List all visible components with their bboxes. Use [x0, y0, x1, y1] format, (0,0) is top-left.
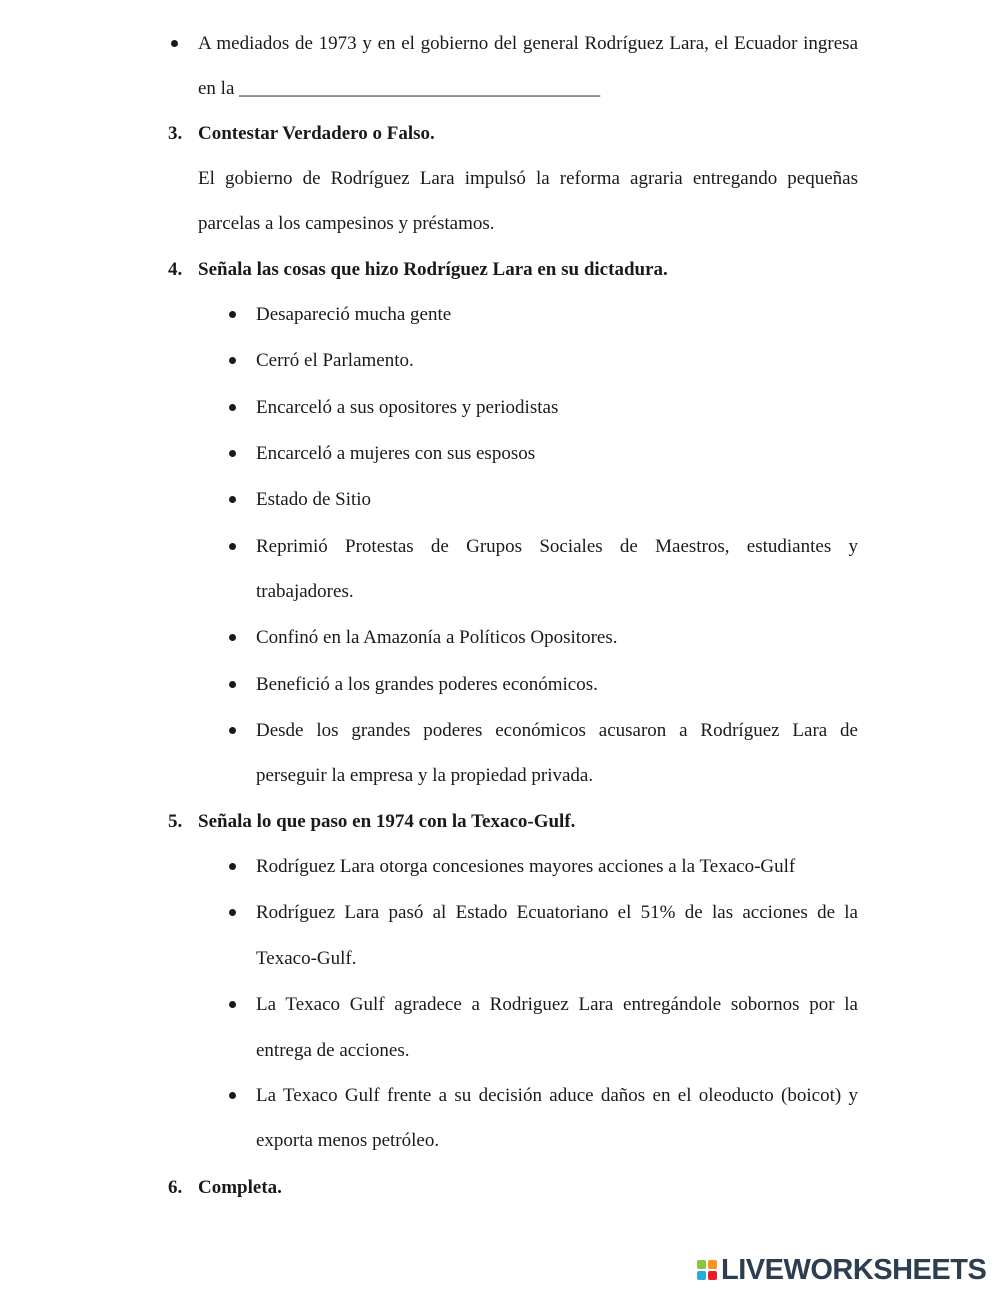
- q3-number: 3.: [168, 123, 183, 144]
- q5-option[interactable]: La Texaco Gulf agradece a Rodriguez Lara entregándole sobornos por la: [256, 994, 858, 1015]
- bullet-icon: [229, 496, 236, 503]
- q6-number: 6.: [168, 1177, 183, 1198]
- bullet-icon: [229, 727, 236, 734]
- q3-title: Contestar Verdadero o Falso.: [198, 123, 435, 144]
- q4-number: 4.: [168, 259, 183, 280]
- q4-option[interactable]: Encarceló a sus opositores y periodistas: [256, 397, 559, 418]
- q5-number: 5.: [168, 811, 183, 832]
- bullet-icon: [229, 357, 236, 364]
- bullet-icon: [229, 404, 236, 411]
- bullet-icon: [229, 681, 236, 688]
- q6-title: Completa.: [198, 1177, 282, 1198]
- q5-option-continued[interactable]: exporta menos petróleo.: [256, 1130, 440, 1151]
- q5-option[interactable]: Rodríguez Lara pasó al Estado Ecuatoriano el 51% de las acciones de la: [256, 902, 858, 923]
- q4-title: Señala las cosas que hizo Rodríguez Lara en su dictadura.: [198, 259, 668, 280]
- q5-option[interactable]: La Texaco Gulf frente a su decisión aduce daños en el oleoducto (boicot) y: [256, 1085, 858, 1106]
- intro-line-1: A mediados de 1973 y en el gobierno del general Rodríguez Lara, el Ecuador ingresa: [198, 33, 858, 54]
- q3-statement-line-1: El gobierno de Rodríguez Lara impulsó la reforma agraria entregando pequeñas: [198, 168, 858, 189]
- bullet-icon: [229, 1001, 236, 1008]
- intro-fill-blank[interactable]: en la ______________________________________: [198, 78, 601, 99]
- bullet-icon: [171, 40, 178, 47]
- q4-option[interactable]: Benefició a los grandes poderes económicos.: [256, 674, 598, 695]
- bullet-icon: [229, 1092, 236, 1099]
- q4-option-continued[interactable]: trabajadores.: [256, 581, 354, 602]
- q4-option[interactable]: Desapareció mucha gente: [256, 304, 452, 325]
- bullet-icon: [229, 863, 236, 870]
- bullet-icon: [229, 311, 236, 318]
- q3-statement-line-2: parcelas a los campesinos y préstamos.: [198, 213, 495, 234]
- bullet-icon: [229, 543, 236, 550]
- q4-option[interactable]: Confinó en la Amazonía a Políticos Opositores.: [256, 627, 618, 648]
- liveworksheets-logo-text: LIVEWORKSHEETS: [721, 1253, 987, 1286]
- q4-option[interactable]: Cerró el Parlamento.: [256, 350, 414, 371]
- q4-option[interactable]: Encarceló a mujeres con sus esposos: [256, 443, 536, 464]
- bullet-icon: [229, 450, 236, 457]
- bullet-icon: [229, 909, 236, 916]
- q5-option-continued[interactable]: entrega de acciones.: [256, 1040, 410, 1061]
- bullet-icon: [229, 634, 236, 641]
- q5-option[interactable]: Rodríguez Lara otorga concesiones mayores acciones a la Texaco-Gulf: [256, 856, 796, 877]
- q4-option-continued[interactable]: perseguir la empresa y la propiedad privada.: [256, 765, 594, 786]
- liveworksheets-logo-icon: [697, 1260, 717, 1280]
- q4-option[interactable]: Estado de Sitio: [256, 489, 372, 510]
- liveworksheets-logo: [697, 1255, 986, 1285]
- q5-option-continued[interactable]: Texaco-Gulf.: [256, 948, 357, 969]
- q4-option[interactable]: Reprimió Protestas de Grupos Sociales de Maestros, estudiantes y: [256, 536, 858, 557]
- q5-title: Señala lo que paso en 1974 con la Texaco-Gulf.: [198, 811, 576, 832]
- q4-option[interactable]: Desde los grandes poderes económicos acusaron a Rodríguez Lara de: [256, 720, 858, 741]
